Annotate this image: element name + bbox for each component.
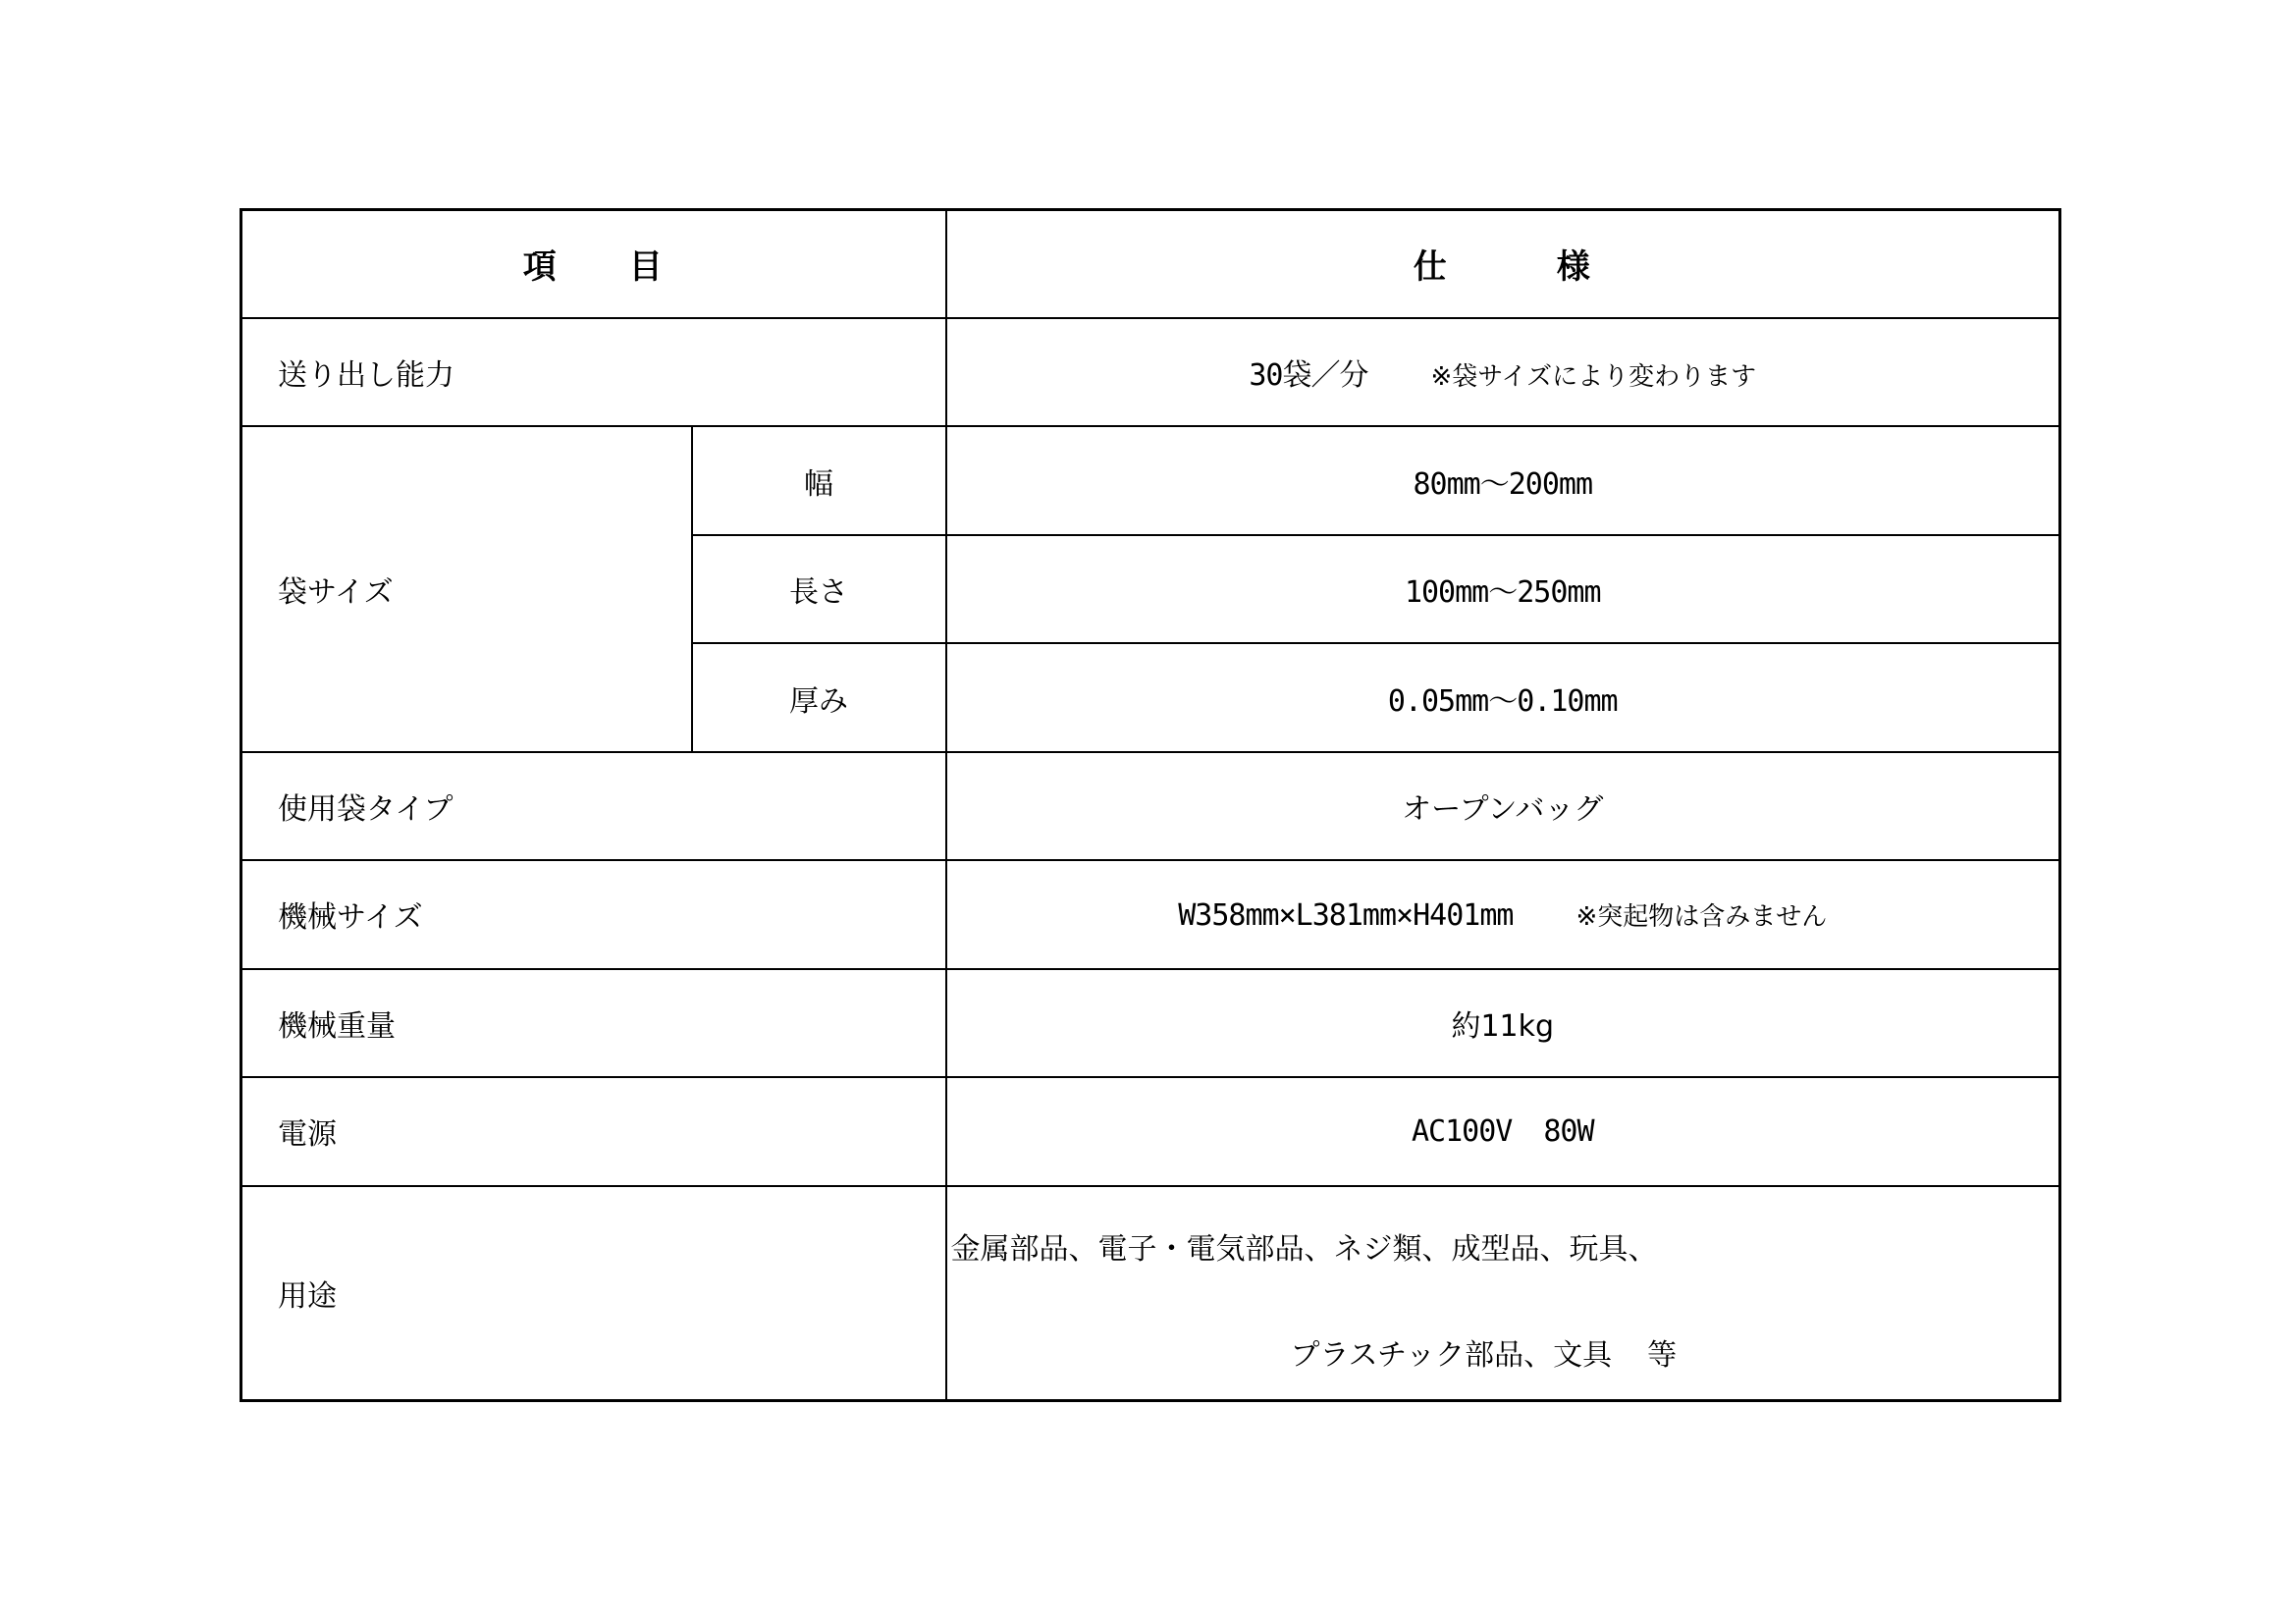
row-machine-size xyxy=(241,860,2060,968)
bag-length-label: 長さ xyxy=(692,535,946,643)
machine-size-value-cell xyxy=(946,860,2060,968)
output-note: ※袋サイズにより変わります xyxy=(1430,362,1757,393)
usage-line-2-text: プラスチック部品、文具 xyxy=(1290,1337,1613,1373)
spec-header-char-1: 仕 xyxy=(1413,247,1449,288)
output-label: 送り出し能力 xyxy=(241,318,946,426)
output-value: 30袋／分 xyxy=(1249,358,1368,394)
row-bag-type xyxy=(241,752,2060,860)
output-value-cell xyxy=(946,318,2060,426)
spec-header xyxy=(946,210,2060,318)
usage-line-2-suffix: 等 xyxy=(1647,1337,1678,1373)
power-label: 電源 xyxy=(241,1077,946,1185)
spec-table xyxy=(240,208,2061,1402)
bag-width-value: 80mm～200mm xyxy=(946,426,2060,534)
spec-header-char-2: 様 xyxy=(1556,247,1592,288)
bag-thickness-value: 0.05mm～0.10mm xyxy=(946,643,2060,751)
item-header-char-1: 項 xyxy=(522,247,559,288)
power-voltage: AC100V xyxy=(1411,1113,1513,1149)
machine-weight-value: 約11kg xyxy=(946,969,2060,1077)
power-wattage: 80W xyxy=(1543,1113,1594,1149)
bag-type-value: オープンバッグ xyxy=(946,752,2060,860)
item-header-char-2: 目 xyxy=(628,247,665,288)
usage-line-1: 金属部品、電子・電気部品、ネジ類、成型品、玩具、 xyxy=(950,1231,1658,1267)
row-usage xyxy=(241,1186,2060,1401)
row-power xyxy=(241,1077,2060,1185)
item-header xyxy=(241,210,946,318)
row-output xyxy=(241,318,2060,426)
machine-size-note: ※突起物は含みません xyxy=(1575,901,1828,932)
bag-length-value: 100mm～250mm xyxy=(946,535,2060,643)
bag-width-label: 幅 xyxy=(692,426,946,534)
machine-size-label: 機械サイズ xyxy=(241,860,946,968)
row-machine-weight xyxy=(241,969,2060,1077)
header-row xyxy=(241,210,2060,318)
bag-thickness-label: 厚み xyxy=(692,643,946,751)
usage-label: 用途 xyxy=(241,1186,946,1401)
bag-type-label: 使用袋タイプ xyxy=(241,752,946,860)
machine-size-value: W358mm×L381mm×H401mm xyxy=(1178,897,1514,933)
usage-line-2 xyxy=(1291,1330,1678,1374)
usage-value-cell xyxy=(946,1186,2060,1401)
machine-weight-label: 機械重量 xyxy=(241,969,946,1077)
power-value-cell xyxy=(946,1077,2060,1185)
row-bag-width xyxy=(241,426,2060,534)
bag-size-label: 袋サイズ xyxy=(241,426,692,751)
